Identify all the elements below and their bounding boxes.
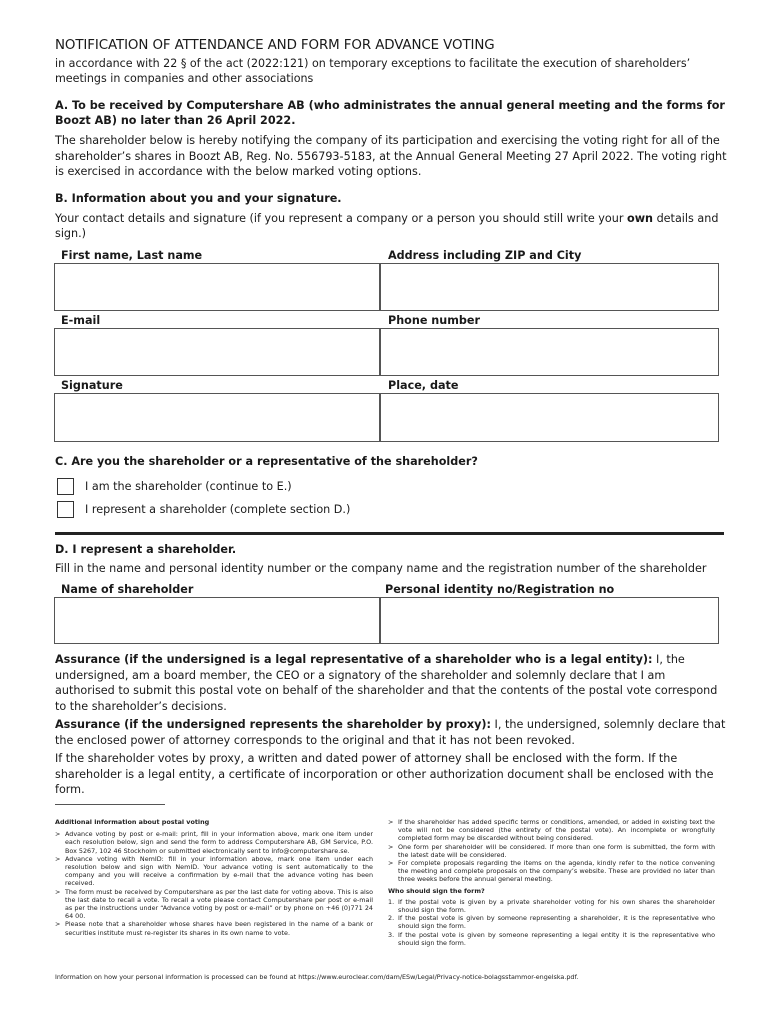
place-date-label: Place, date [388,379,459,392]
assurance-proxy: Assurance (if the undersigned represents the shareholder by proxy): I, the undersigned, solemnly declare that the enclosed power of attorney corresponds to the original and that it has not been revoked. [55,718,726,747]
footnote-right-column [388,818,715,947]
representative-checkbox[interactable] [57,501,74,518]
privacy-note: Information on how your personal information is processed can be found at https://www.euroclear.com/dam/ESw/Legal/Privacy-notice-bolagsstammor-engelska.pdf. [55,973,579,981]
shareholder-name-field[interactable] [54,597,380,644]
section-a-heading: A. To be received by Computershare AB (who administrates the annual general meeting and the forms for Boozt AB) no later than 26 April 2022. [55,99,725,127]
page-subtitle: in accordance with 22 § of the act (2022:121) on temporary exceptions to facilitate the execution of shareholders’ meetings in companies and other associations [55,57,691,85]
section-c-heading: C. Are you the shareholder or a representative of the shareholder? [55,455,478,468]
signature-field[interactable] [54,393,380,442]
footnote-item: > One form per shareholder will be considered. If more than one form is submitted, the form with the latest date will be considered. [388,842,715,859]
phone-field[interactable] [380,328,719,376]
first-last-name-label: First name, Last name [61,249,203,262]
email-field[interactable] [54,328,380,376]
footnote-heading: Additional information about postal voting [55,818,210,826]
footnote-left-column [55,818,373,937]
footnote-divider [55,804,165,805]
address-field[interactable] [380,263,719,311]
shareholder-name-label: Name of shareholder [61,583,194,596]
section-divider [55,532,724,535]
sign-item: 1. If the postal vote is given by a private shareholder voting for his own shares the shareholder should sign the form. [388,897,715,915]
footnote-item: > If the shareholder has added specific terms or conditions, amended, or added in existing text the vote will not be considered (the entirety of the postal vote). An incomplete or wrongfully completed form may be discarded without being considered. [388,818,715,843]
first-last-name-field[interactable] [54,263,380,311]
page-title: NOTIFICATION OF ATTENDANCE AND FORM FOR ADVANCE VOTING [55,38,495,53]
assurance-legal-entity: Assurance (if the undersigned is a legal representative of a shareholder who is a legal entity): I, the undersigned, am a board member, the CEO or a signatory of the shareholder and solemnly declare that I am authorised to submit this postal vote on behalf of the shareholder and that the contents of the postal vote correspond to the shareholder’s decisions. [55,653,718,713]
footnote-item: > Advance voting with NemID: fill in your information above, mark one item under each resolution below and sign with NemID. Your advance voting is sent automatically to the company and you will receive a confirmation by e-mail that the advance voting has been received. [55,854,373,888]
footnote-item: > For complete proposals regarding the items on the agenda, kindly refer to the notice convening the meeting and complete proposals on the company’s website. These are provided no later than three weeks before the annual general meeting. [388,859,715,884]
signature-label: Signature [61,379,123,392]
sign-item: 2. If the postal vote is given by someone representing a shareholder, it is the representative who should sign the form. [388,914,715,931]
email-label: E-mail [61,314,101,327]
address-label: Address including ZIP and City [388,249,582,262]
section-a-text: The shareholder below is hereby notifying the company of its participation and exercising the voting right for all of the shareholder’s shares in Boozt AB, Reg. No. 556793-5183, at the Annual General Meeting 27 April 2022. The voting right is exercised in accordance with the below marked voting options. [55,134,727,178]
sign-item: 3. If the postal vote is given by someone representing a legal entity it is the representative who should sign the form. [388,930,715,947]
place-date-field[interactable] [380,393,719,442]
shareholder-option-label: I am the shareholder (continue to E.) [85,480,292,493]
shareholder-checkbox[interactable] [57,478,74,495]
footnote-item: > Advance voting by post or e-mail: print, fill in your information above, mark one item under each resolution below, sign and send the form to address Computershare AB, GM Service, P.O. Box 5267, 102 46 Stockholm or submitted electronically sent to info@computershare.se. [55,830,373,855]
section-d-heading: D. I represent a shareholder. [55,543,237,556]
identity-number-label: Personal identity no/Registration no [385,583,615,596]
representative-option-label: I represent a shareholder (complete section D.) [85,503,351,516]
section-d-text: Fill in the name and personal identity number or the company name and the registration number of the shareholder [55,562,707,575]
sign-heading: Who should sign the form? [388,886,485,895]
section-b-text: Your contact details and signature (if you represent a company or a person you should still write your own details and sign.) [55,212,719,240]
section-b-heading: B. Information about you and your signature. [55,192,342,205]
footnote-item: > The form must be received by Computershare as per the last date for voting above. This is also the last date to recall a vote. To recall a vote please contact Computershare per post or e-mail as per the instructions under “Advance voting by post or e-mail” or by phone on +46 (0)771 24 64 00. [55,887,373,921]
phone-label: Phone number [388,314,480,327]
identity-number-field[interactable] [380,597,719,644]
proxy-note: If the shareholder votes by proxy, a written and dated power of attorney shall be enclosed with the form. If the shareholder is a legal entity, a certificate of incorporation or other authorization document shall be enclosed with the form. [55,752,714,796]
footnote-item: > Please note that a shareholder whose shares have been registered in the name of a bank or securities institute must re-register its shares in its own name to vote. [55,920,373,937]
